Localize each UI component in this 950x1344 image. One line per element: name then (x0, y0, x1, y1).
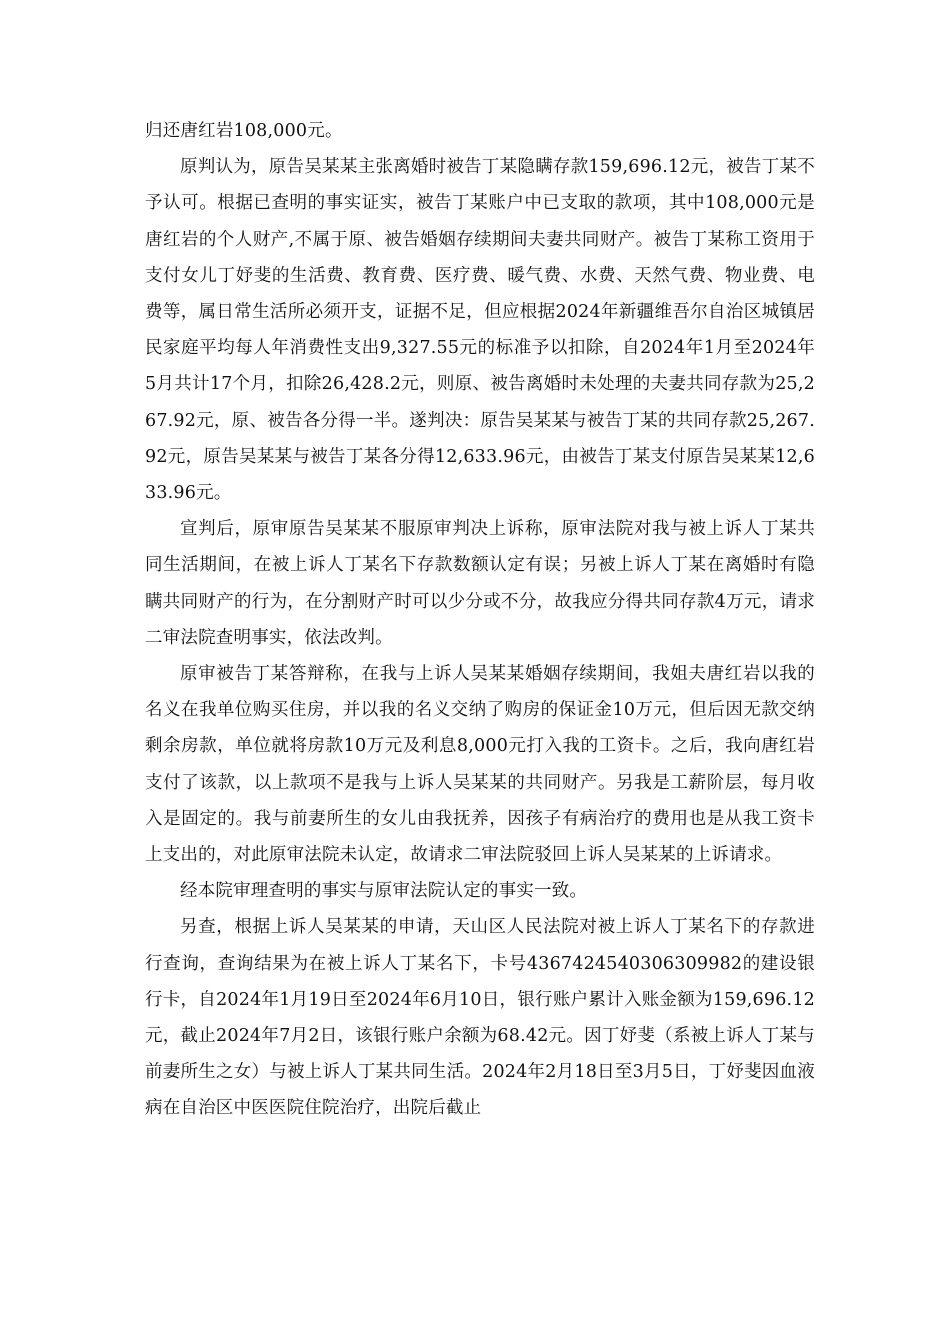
paragraph-court-findings: 经本院审理查明的事实与原审法院认定的事实一致。 (180, 881, 588, 902)
paragraph-appellant-appeal: 宣判后，原审原告吴某某不服原审判决上诉称，原审法院对我与被上诉人丁某共同生活期间，在被上诉人丁某名下存款数额认定有误；另被上诉人丁某在离婚时有隐瞒共同财产的行为，在分割财产时可以少分或不分，故我应分得共同存款4万元，请求二审法院查明事实，依法改判。 (145, 519, 815, 648)
paragraph-appellee-defense: 原审被告丁某答辩称，在我与上诉人吴某某婚姻存续期间，我姐夫唐红岩以我的名义在我单位购买住房，并以我的名义交纳了购房的保证金10万元，但后因无款交纳剩余房款，单位就将房款10万元及利息8,000元打入我的工资卡。之后，我向唐红岩支付了该款，以上款项不是我与上诉人吴某某的共同财产。另我是工薪阶层，每月收入是固定的。我与前妻所生的女儿由我抚养，因孩子有病治疗的费用也是从我工资卡上支出的，对此原审法院未认定，故请求二审法院驳回上诉人吴某某的上诉请求。 (145, 664, 815, 866)
paragraph-repayment-continuation: 归还唐红岩108,000元。 (145, 121, 343, 141)
paragraph-original-judgment-reasoning: 原判认为，原告吴某某主张离婚时被告丁某隐瞒存款159,696.12元，被告丁某不予认可。根据已查明的事实证实，被告丁某账户中已支取的款项，其中108,000元是唐红岩的个人财产,不属于原、被告婚姻存续期间夫妻共同财产。被告丁某称工资用于支付女儿丁妤斐的生活费、教育费、医疗费、暖气费、水费、天然气费、物业费、电费等，属日常生活所必须开支，证据不足，但应根据2024年新疆维吾尔自治区城镇居民家庭平均每人年消费性支出9,327.55元的标准予以扣除，自2024年1月至2024年5月共计17个月，扣除26,428.2元，则原、被告离婚时未处理的夫妻共同存款为25,267.92元，原、被告各分得一半。遂判决：原告吴某某与被告丁某的共同存款25,267.92元，原告吴某某与被告丁某各分得12,633.96元，由被告丁某支付原告吴某某12,633.96元。 (145, 157, 815, 504)
paragraph-additional-findings: 另查，根据上诉人吴某某的申请，天山区人民法院对被上诉人丁某名下的存款进行查询，查询结果为在被上诉人丁某名下，卡号4367424540306309982的建设银行卡，自2024年1月19日至2024年6月10日，银行账户累计入账金额为159,696.12元，截止2024年7月2日，该银行账户余额为68.42元。因丁妤斐（系被上诉人丁某与前妻所生之女）与被上诉人丁某共同生活。2024年2月18日至3月5日，丁妤斐因血液病在自治区中医医院住院治疗，出院后截止 (145, 917, 815, 1119)
judgment-text-body (145, 113, 815, 1127)
